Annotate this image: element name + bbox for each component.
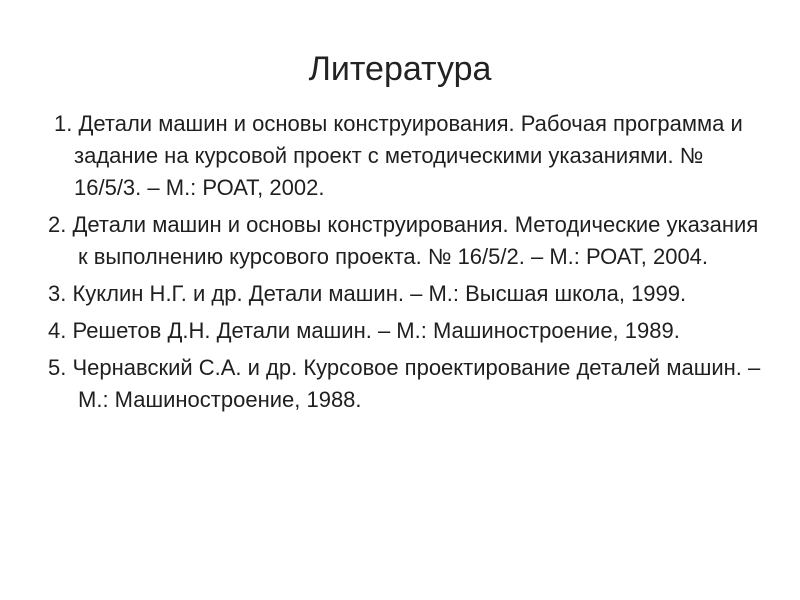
reference-item-4 (48, 315, 768, 347)
slide-title: Литература (308, 50, 492, 88)
reference-item-2 (48, 209, 768, 273)
reference-item-3 (48, 278, 768, 310)
reference-number: 1. (54, 111, 73, 136)
reference-text: Детали машин и основы конструирования. Рабочая программа и задание на курсовой проект с методическими указаниями. № 16/5/3. – М.: РОАТ, 2002. (74, 111, 743, 200)
reference-list (48, 108, 768, 421)
reference-number: 5. (48, 355, 67, 380)
reference-number: 2. (48, 212, 67, 237)
reference-item-1 (48, 108, 768, 204)
reference-text: Чернавский С.А. и др. Курсовое проектирование деталей машин. – М.: Машиностроение, 1988. (72, 355, 761, 412)
reference-number: 4. (48, 318, 67, 343)
reference-text: Решетов Д.Н. Детали машин. – М.: Машиностроение, 1989. (72, 318, 680, 343)
reference-text: Куклин Н.Г. и др. Детали машин. – М.: Высшая школа, 1999. (72, 281, 687, 306)
reference-text: Детали машин и основы конструирования. Методические указания к выполнению курсового проекта. № 16/5/2. – М.: РОАТ, 2004. (72, 212, 759, 269)
reference-item-5 (48, 352, 768, 416)
reference-number: 3. (48, 281, 67, 306)
